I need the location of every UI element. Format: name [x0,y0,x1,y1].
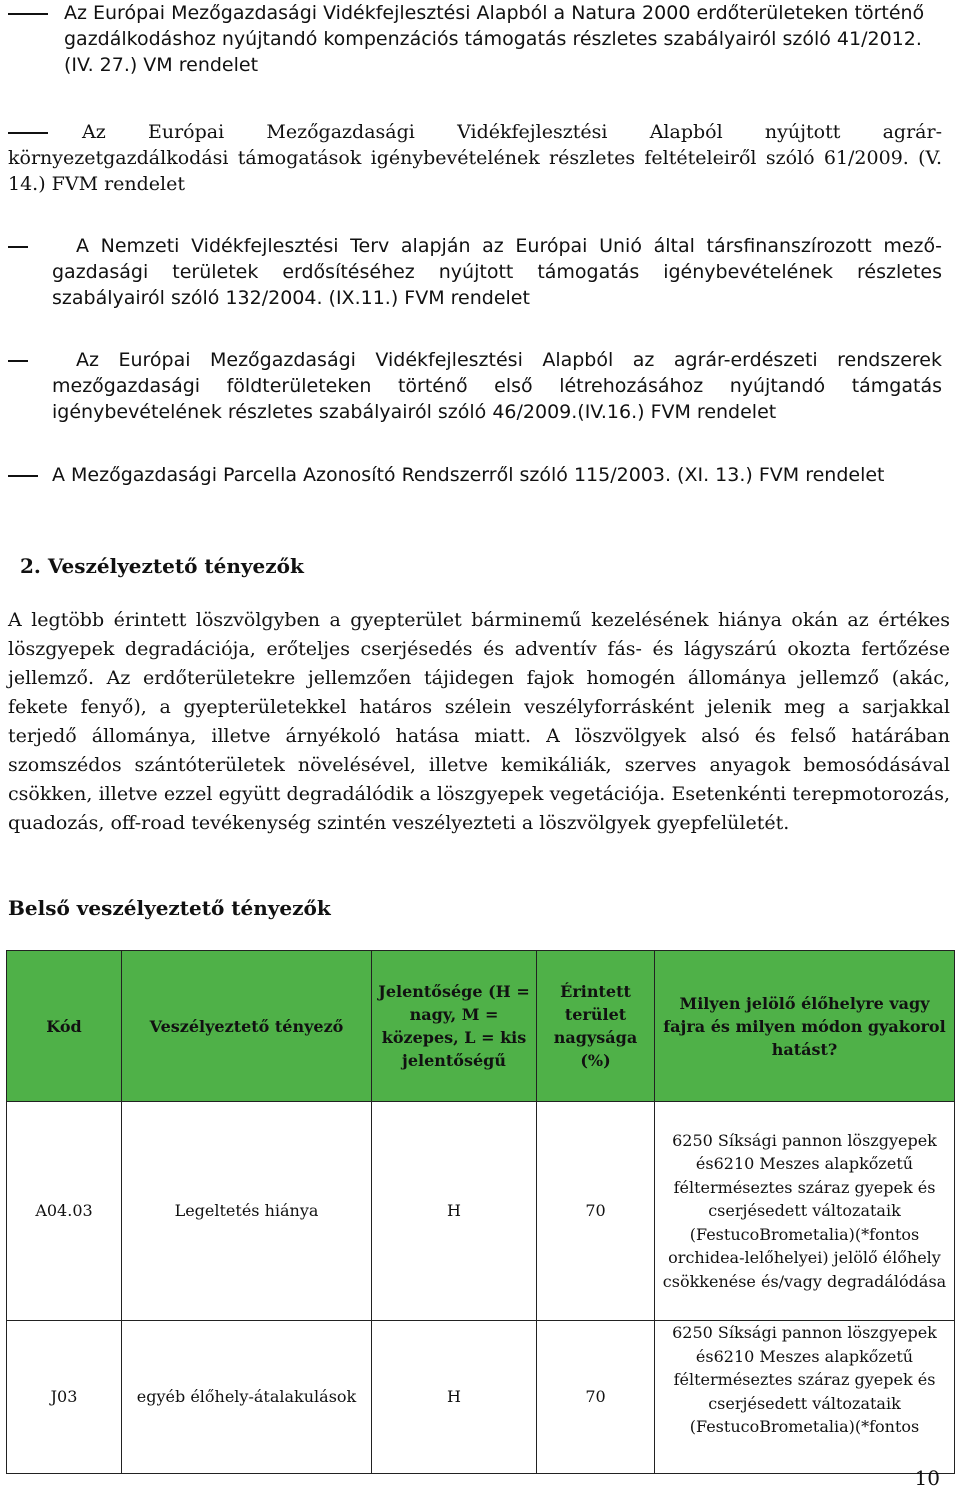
legislation-item [8,347,942,425]
cell-impact: 6250 Síksági pannon löszgyepek és6210 Meszes alapkőzetű félterméseztes száraz gyepek és cserjésedett változataik (FestucoBrometalia)(*fontos [655,1321,955,1474]
table-row [7,1102,955,1321]
legislation-text: Az Európai Mezőgazdasági Vidékfejlesztési Alapból a Natura 2000 erdőterületeken történő gazdálkodáshoz nyújtandó kompenzációs támogatás részletes szabályairól szóló 41/2012. (IV. 27.) VM rendelet [64,2,925,76]
table-header-row [7,951,955,1102]
cell-impact: 6250 Síksági pannon löszgyepek és6210 Meszes alapkőzetű félterméseztes száraz gyepek és cserjésedett változataik (FestucoBrometalia)(*fontos orchidea-lelőhelyei) jelölő élőhely csökkenése és/vagy degradálódása [655,1102,955,1321]
header-area: Érintett terület nagysága (%) [537,951,655,1102]
dash-bullet [8,132,48,134]
page-number: 10 [914,1466,940,1490]
header-significance: Jelentősége (H = nagy, M = közepes, L = kis jelentőségű [372,951,537,1102]
cell-threat: Legeltetés hiánya [122,1102,372,1321]
header-code: Kód [7,951,122,1102]
cell-area: 70 [537,1102,655,1321]
cell-significance: H [372,1102,537,1321]
legislation-text: A Mezőgazdasági Parcella Azonosító Rendszerről szóló 115/2003. (XI. 13.) FVM rendelet [52,464,885,486]
legislation-item [8,233,942,311]
legislation-item [8,119,942,197]
header-impact: Milyen jelölő élőhelyre vagy fajra és milyen módon gyakorol hatást? [655,951,955,1102]
cell-area: 70 [537,1321,655,1474]
dash-bullet [8,246,28,248]
legislation-text: Az Európai Mezőgazdasági Vidékfejlesztési Alapból az agrár-erdészeti rendszerek mezőgazdasági földterületeken történő első létrehozásához nyújtandó támgatás igénybevételének részletes szabályairól szóló 46/2009.(IV.16.) FVM rendelet [52,349,942,423]
legislation-text: A Nemzeti Vidékfejlesztési Terv alapján az Európai Unió által társfinanszírozott mező- gazdasági területek erdősítéséhez nyújtott támogatás igénybevételének részletes szabályairól szóló 132/2004. (IX.11.) FVM rendelet [52,235,942,309]
threats-table [6,950,955,1474]
legislation-item [8,0,942,78]
subheading: Belső veszélyeztető tényezők [8,896,331,920]
dash-bullet [8,360,28,362]
dash-bullet [8,475,38,477]
table-row [7,1321,955,1474]
section-heading: 2. Veszélyeztető tényezők [20,554,304,578]
cell-significance: H [372,1321,537,1474]
cell-code: A04.03 [7,1102,122,1321]
dash-bullet [8,13,48,15]
legislation-item [8,462,900,488]
header-threat: Veszélyeztető tényező [122,951,372,1102]
cell-code: J03 [7,1321,122,1474]
cell-threat: egyéb élőhely-átalakulások [122,1321,372,1474]
legislation-text: Az Európai Mezőgazdasági Vidékfejlesztési Alapból nyújtott agrár-környezetgazdálkodási támogatások igénybevételének részletes feltételeiről szóló 61/2009. (V. 14.) FVM rendelet [8,121,942,195]
threats-paragraph: A legtöbb érintett löszvölgyben a gyepterület bárminemű kezelésének hiánya okán az értékes löszgyepek degradációja, erőteljes cserjésedés és adventív fás- és lágyszárú okozta fertőzése jellemző. Az erdőterületekre jellemzően tájidegen fajok homogén állománya jellemző (akác, fekete fenyő), a gyepterületekkel határos szélein veszélyforrásként jelenik meg a sarjakkal terjedő állománya, illetve árnyékoló hatása miatt. A löszvölgyek alsó és felső határában szomszédos szántóterületek növelésével, illetve kemikáliák, szerves anyagok bemosódásával csökken, illetve ezzel együtt degradálódik a löszgyepek vegetációja. Esetenkénti terepmotorozás, quadozás, off-road tevékenység szintén veszélyezteti a löszvölgyek gyepfelületét. [8,609,950,834]
